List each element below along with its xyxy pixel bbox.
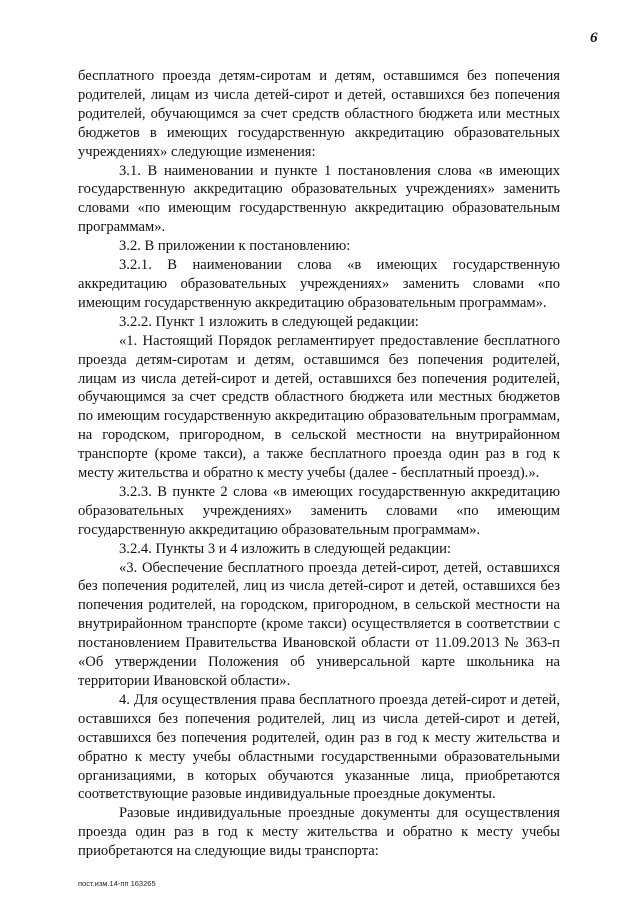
paragraph-3-2-2: 3.2.2. Пункт 1 изложить в следующей редакции: [119,313,419,330]
paragraph-3-2-4: 3.2.4. Пункты 3 и 4 изложить в следующей редакции: [119,540,452,557]
paragraph-3-2: 3.2. В приложении к постановлению: [119,238,351,255]
paragraph-3-2-1: 3.2.1. В наименовании слова «в имеющих государственную аккредитацию образовательных учреждениях» заменить словами «по имеющим государственную аккредитацию образовательным программам». [78,257,560,311]
paragraph-quoted-item-1: «1. Настоящий Порядок регламентирует предоставление бесплатного проезда детям-сиротам и детям, оставшимся без попечения родителей, лицам из числа детей-сирот и детей, оставшихся без попечения родителей, обучающимся за счет средств областного бюджета или местных бюджетов по имеющим государственную аккредитацию образовательным программам, на городском, пригородном, в сельской местности на внутрирайонном транспорте (кроме такси), а также бесплатного проезда один раз в год к месту жительства и обратно к месту учебы (далее - бесплатный проезд).». [78,332,560,482]
paragraph-item-4: 4. Для осуществления права бесплатного проезда детей-сирот и детей, оставшихся без попечения родителей, лиц из числа детей-сирот и детей, оставшихся без попечения родителей, один раз в год к месту жительства и обратно к месту учебы областными государственными образовательными организациями, в которых обучаются указанные лица, приобретаются соответствующие разовые индивидуальные проездные документы. [78,691,560,803]
page-number: 6 [590,30,598,46]
paragraph-travel-documents: Разовые индивидуальные проездные документы для осуществления проезда один раз в год к месту жительства и обратно к месту учебы приобретаются на следующие виды транспорта: [78,805,560,860]
paragraph-quoted-item-3: «3. Обеспечение бесплатного проезда детей-сирот, детей, оставшихся без попечения родителей, лиц из числа детей-сирот и детей, оставшихся без попечения родителей, на городском, пригородном, в сельской местности на внутрирайонном транспорте (кроме такси) осуществляется в соответствии с постановлением Правительства Ивановской области от 11.09.2013 № 363-п «Об утверждении Положения об универсальной карте школьника на территории Ивановской области». [78,559,560,689]
paragraph-3-1: 3.1. В наименовании и пункте 1 постановления слова «в имеющих государственную аккредитацию образовательных учреждениях» заменить словами «по имеющим государственную аккредитацию образовательным программам». [78,162,560,236]
paragraph-continuation: бесплатного проезда детям-сиротам и детям, оставшимся без попечения родителей, лицам из числа детей-сирот и детей, оставшихся без попечения родителей, обучающимся за счет средств областного бюджета или местных бюджетов в имеющих государственную аккредитацию образовательных учреждениях» следующие изменения: [78,68,560,160]
footer-document-code: пост.изм.14-пп 163265 [78,879,156,888]
document-body [78,67,560,861]
paragraph-3-2-3: 3.2.3. В пункте 2 слова «в имеющих государственную аккредитацию образовательных учреждениях» заменить словами «по имеющим государственную аккредитацию образовательным программам». [78,483,560,538]
